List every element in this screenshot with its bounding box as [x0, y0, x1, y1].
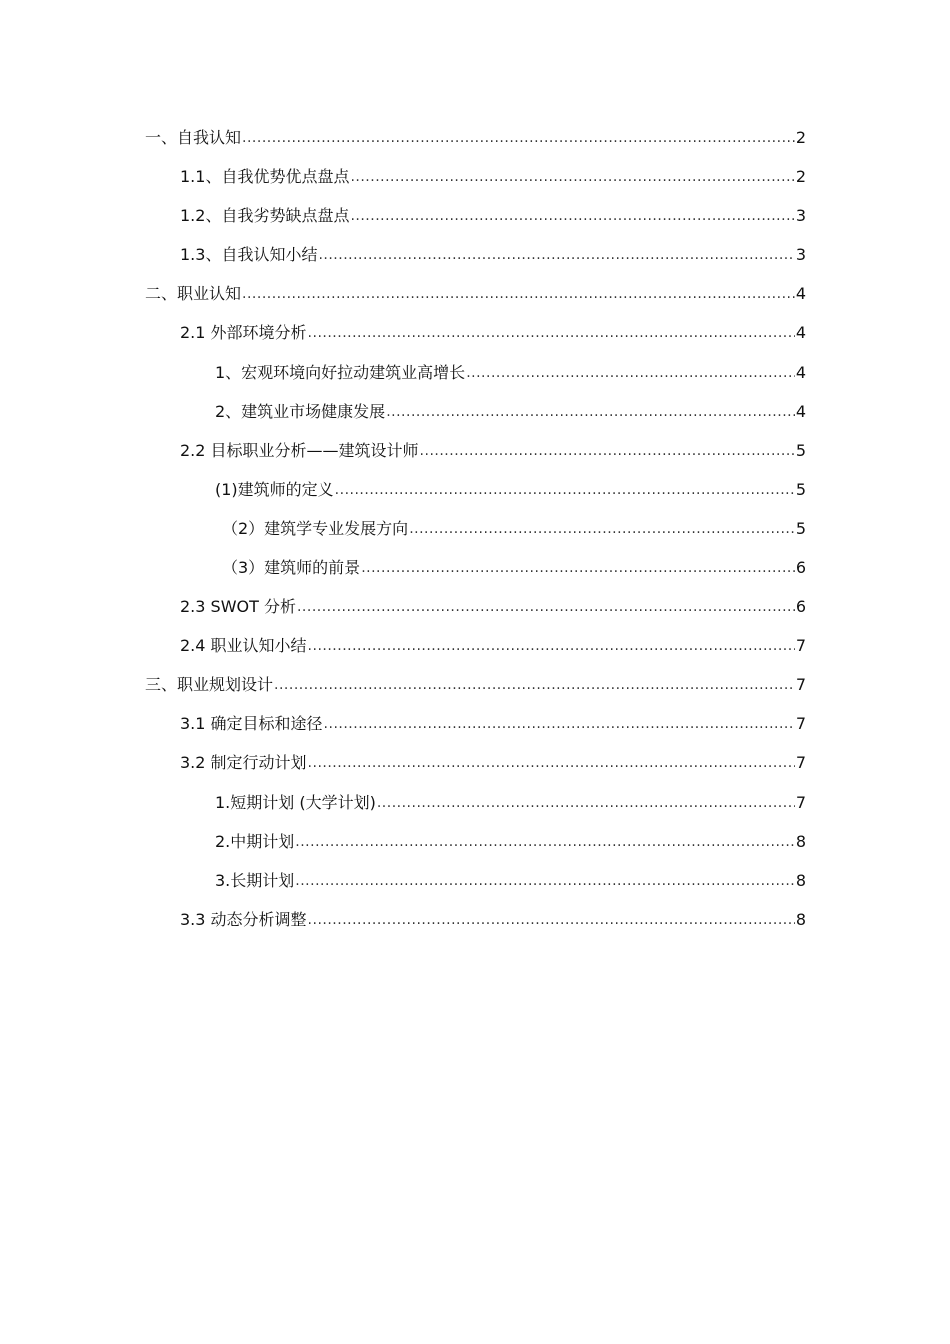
toc-entry-3-3[interactable]	[180, 908, 806, 932]
toc-dot-leader	[308, 634, 795, 658]
toc-entry-page: 5	[795, 441, 806, 460]
toc-dot-leader	[242, 126, 795, 150]
toc-entry-label: 3.1 确定目标和途径	[180, 714, 323, 733]
toc-entry-2-2-1[interactable]	[215, 478, 806, 502]
toc-entry-page: 4	[795, 363, 806, 382]
toc-entry-label: (1)建筑师的定义	[215, 480, 334, 499]
toc-entry-page: 3	[795, 206, 806, 225]
toc-entry-page: 4	[795, 323, 806, 342]
toc-entry-page: 6	[795, 558, 806, 577]
toc-dot-leader	[308, 908, 795, 932]
toc-dot-leader	[295, 830, 795, 854]
toc-dot-leader	[386, 400, 795, 424]
toc-entry-label: 2.3 SWOT 分析	[180, 597, 296, 616]
toc-entry-page: 7	[795, 793, 806, 812]
toc-entry-label: 1.3、自我认知小结	[180, 245, 318, 264]
toc-entry-page: 8	[795, 910, 806, 929]
toc-entry-page: 8	[795, 832, 806, 851]
toc-entry-page: 4	[795, 402, 806, 421]
toc-dot-leader	[420, 439, 795, 463]
toc-dot-leader	[295, 869, 795, 893]
toc-entry-3-2-2[interactable]	[215, 830, 806, 854]
toc-entry-2-1[interactable]	[180, 321, 806, 345]
toc-entry-3-1[interactable]	[180, 712, 806, 736]
toc-entry-label: 3.3 动态分析调整	[180, 910, 307, 929]
toc-entry-label: 二、职业认知	[145, 284, 242, 303]
toc-dot-leader	[361, 556, 795, 580]
toc-entry-page: 7	[795, 675, 806, 694]
toc-entry-page: 7	[795, 714, 806, 733]
toc-entry-page: 2	[795, 167, 806, 186]
toc-entry-2-1-2[interactable]	[215, 400, 806, 424]
toc-entry-label: 3.长期计划	[215, 871, 295, 890]
toc-entry-label: （3）建筑师的前景	[222, 558, 361, 577]
toc-entry-page: 2	[795, 128, 806, 147]
toc-entry-3-2-1[interactable]	[215, 791, 806, 815]
toc-entry-label: 三、职业规划设计	[145, 675, 274, 694]
toc-dot-leader	[350, 165, 794, 189]
toc-entry-page: 7	[795, 753, 806, 772]
toc-entry-label: 1.2、自我劣势缺点盘点	[180, 206, 350, 225]
toc-entry-label: 1.1、自我优势优点盘点	[180, 167, 350, 186]
toc-dot-leader	[274, 673, 795, 697]
toc-entry-label: 2、建筑业市场健康发展	[215, 402, 386, 421]
toc-entry-label: 2.1 外部环境分析	[180, 323, 307, 342]
toc-entry-3-2[interactable]	[180, 751, 806, 775]
toc-entry-label: 2.2 目标职业分析——建筑设计师	[180, 441, 419, 460]
toc-entry-2-2[interactable]	[180, 439, 806, 463]
toc-entry-label: 一、自我认知	[145, 128, 242, 147]
toc-entry-2-2-3[interactable]	[222, 556, 806, 580]
toc-entry-2-1-1[interactable]	[215, 361, 806, 385]
toc-dot-leader	[242, 282, 795, 306]
toc-entry-page: 3	[795, 245, 806, 264]
toc-dot-leader	[350, 204, 794, 228]
toc-entry-2-2-2[interactable]	[222, 517, 806, 541]
toc-entry-1[interactable]	[145, 126, 806, 150]
toc-dot-leader	[466, 361, 795, 385]
toc-dot-leader	[324, 712, 795, 736]
toc-entry-1-2[interactable]	[180, 204, 806, 228]
toc-entry-label: 2.中期计划	[215, 832, 295, 851]
toc-entry-3-2-3[interactable]	[215, 869, 806, 893]
toc-entry-2-4[interactable]	[180, 634, 806, 658]
toc-entry-page: 5	[795, 480, 806, 499]
toc-entry-page: 4	[795, 284, 806, 303]
toc-dot-leader	[409, 517, 795, 541]
toc-entry-page: 8	[795, 871, 806, 890]
toc-entry-page: 5	[795, 519, 806, 538]
toc-entry-page: 7	[795, 636, 806, 655]
toc-entry-label: （2）建筑学专业发展方向	[222, 519, 409, 538]
toc-dot-leader	[377, 791, 795, 815]
toc-entry-2[interactable]	[145, 282, 806, 306]
toc-dot-leader	[308, 321, 795, 345]
toc-entry-page: 6	[795, 597, 806, 616]
toc-entry-3[interactable]	[145, 673, 806, 697]
toc-dot-leader	[297, 595, 795, 619]
toc-entry-label: 1、宏观环境向好拉动建筑业高增长	[215, 363, 466, 382]
toc-entry-label: 2.4 职业认知小结	[180, 636, 307, 655]
toc-dot-leader	[308, 751, 795, 775]
toc-entry-label: 3.2 制定行动计划	[180, 753, 307, 772]
toc-entry-label: 1.短期计划 (大学计划)	[215, 793, 376, 812]
toc-dot-leader	[318, 243, 794, 267]
toc-dot-leader	[335, 478, 795, 502]
toc-entry-1-3[interactable]	[180, 243, 806, 267]
toc-entry-1-1[interactable]	[180, 165, 806, 189]
toc-entry-2-3[interactable]	[180, 595, 806, 619]
